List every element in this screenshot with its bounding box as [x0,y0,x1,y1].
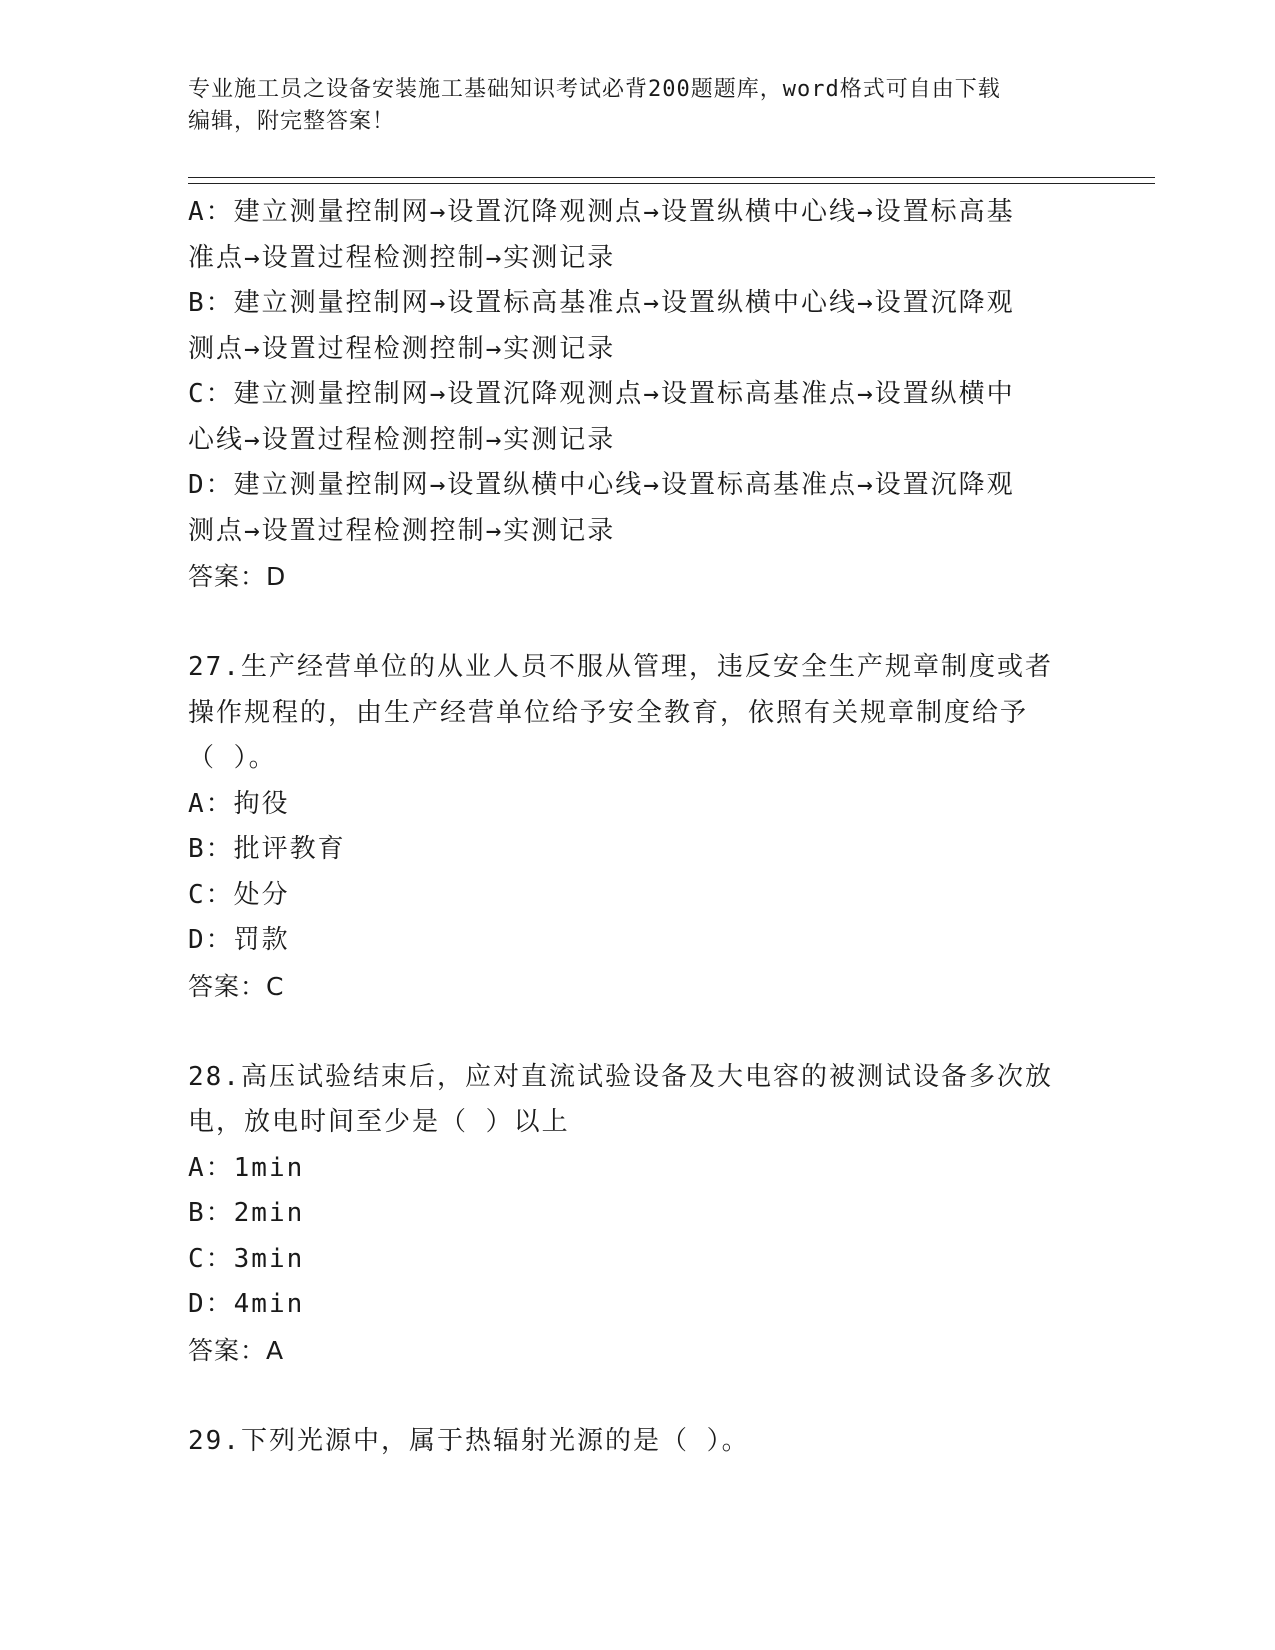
option-b: B：2min [188,1198,305,1228]
header-divider [188,177,1155,184]
question-stem-line-3: （ ）。 [188,743,277,773]
option-d-line-1: D：建立测量控制网→设置纵横中心线→设置标高基准点→设置沉降观 [188,470,1015,500]
option-c: C：处分 [188,879,290,910]
option-d: D：罚款 [188,925,290,955]
option-a: A：拘役 [188,788,290,819]
question-27 [188,645,1083,1009]
option-d [188,463,1083,554]
option-c: C：3min [188,1243,305,1274]
document-header [188,74,1068,138]
option-b [188,281,1083,372]
option-c-line-2: 心线→设置过程检测控制→实测记录 [188,424,616,455]
option-b-line-1: B：建立测量控制网→设置标高基准点→设置纵横中心线→设置沉降观 [188,288,1015,318]
spacer [188,600,1083,646]
document-body [188,190,1083,1464]
question-stem-line-1: 29.下列光源中，属于热辐射光源的是（ ）。 [188,1425,750,1456]
option-d: D：4min [188,1289,305,1319]
answer: 答案：C [188,971,285,1001]
answer: 答案：D [188,562,287,591]
question-stem-line-2: 电，放电时间至少是（ ）以上 [188,1107,570,1137]
option-c-line-1: C：建立测量控制网→设置沉降观测点→设置标高基准点→设置纵横中 [188,379,1015,409]
option-c [188,372,1083,463]
spacer [188,1009,1083,1055]
question-26 [188,190,1083,600]
option-b-line-2: 测点→设置过程检测控制→实测记录 [188,333,616,364]
spacer [188,1373,1083,1419]
option-b: B：批评教育 [188,834,346,864]
header-title-line-2: 编辑，附完整答案！ [188,109,396,134]
option-a: A：1min [188,1152,305,1183]
option-a [188,190,1083,281]
question-stem-line-1: 28.高压试验结束后，应对直流试验设备及大电容的被测试设备多次放 [188,1061,1053,1092]
header-title-line-1: 专业施工员之设备安装施工基础知识考试必背200题题库，word格式可自由下载 [188,77,1001,102]
option-a-line-2: 准点→设置过程检测控制→实测记录 [188,242,616,273]
option-a-line-1: A：建立测量控制网→设置沉降观测点→设置纵横中心线→设置标高基 [188,197,1015,227]
question-28 [188,1055,1083,1374]
answer: 答案：A [188,1335,285,1365]
question-29 [188,1419,1083,1465]
question-stem-line-1: 27.生产经营单位的从业人员不服从管理，违反安全生产规章制度或者 [188,652,1053,682]
question-stem-line-2: 操作规程的，由生产经营单位给予安全教育，依照有关规章制度给予 [188,697,1029,728]
option-d-line-2: 测点→设置过程检测控制→实测记录 [188,515,616,546]
